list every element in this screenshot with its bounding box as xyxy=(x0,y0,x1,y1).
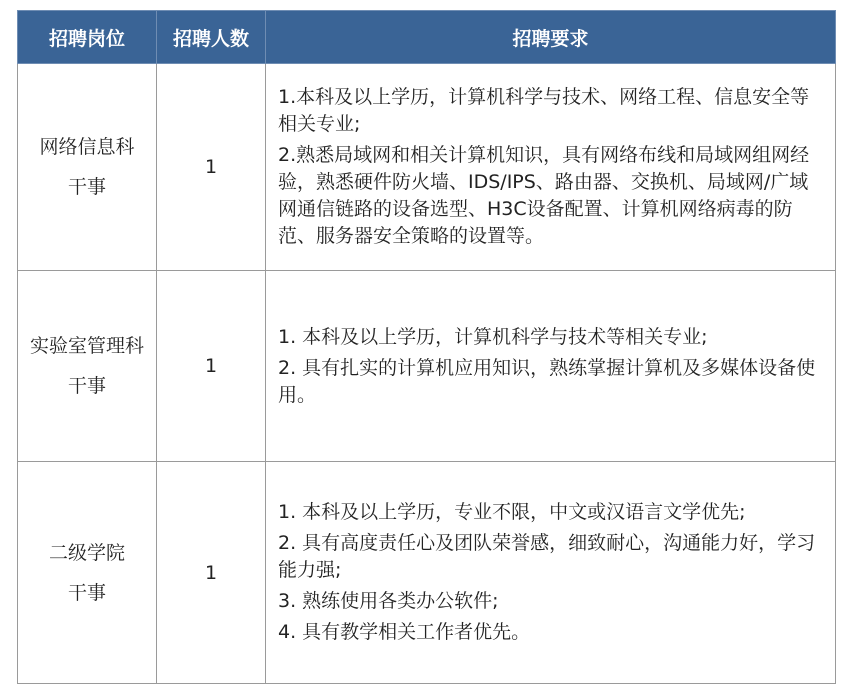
requirements-cell xyxy=(266,64,836,271)
position-cell xyxy=(18,462,157,684)
count-cell: 1 xyxy=(157,462,266,684)
requirement-item: 3. 熟练使用各类办公软件; xyxy=(278,590,499,612)
position-cell xyxy=(18,64,157,271)
count-cell: 1 xyxy=(157,271,266,462)
position-name: 二级学院 xyxy=(48,541,125,564)
position-role: 干事 xyxy=(67,176,106,198)
requirement-item: 1. 本科及以上学历，计算机科学与技术等相关专业; xyxy=(278,325,708,348)
position-name: 实验室管理科 xyxy=(29,335,144,357)
requirement-item: 2. 具有扎实的计算机应用知识，熟练掌握计算机及多媒体设备使用。 xyxy=(278,356,816,406)
table-row xyxy=(18,271,836,462)
header-position: 招聘岗位 xyxy=(18,11,157,64)
position-cell xyxy=(18,271,157,462)
requirement-item: 2. 具有高度责任心及团队荣誉感，细致耐心，沟通能力好，学习能力强; xyxy=(278,532,816,581)
requirement-item: 1. 本科及以上学历，专业不限，中文或汉语言文学优先; xyxy=(278,501,746,523)
requirement-item: 4. 具有教学相关工作者优先。 xyxy=(278,621,531,643)
requirement-item: 1.本科及以上学历，计算机科学与技术、网络工程、信息安全等相关专业; xyxy=(278,86,810,135)
requirements-cell xyxy=(266,462,836,684)
header-count: 招聘人数 xyxy=(157,11,266,64)
position-name: 网络信息科 xyxy=(39,136,135,158)
table-row xyxy=(18,462,836,684)
requirement-item: 2.熟悉局域网和相关计算机知识，具有网络布线和局域网组网经验，熟悉硬件防火墙、IDS/IPS、路由器、交换机、局域网/广域网通信链路的设备选型、H3C设备配置、计算机网络病毒的防范、服务器安全策略的设置等。 xyxy=(278,144,810,247)
count-cell: 1 xyxy=(157,64,266,271)
position-role: 干事 xyxy=(67,375,106,397)
recruitment-table xyxy=(17,10,836,684)
header-row xyxy=(18,11,836,64)
table-row xyxy=(18,64,836,271)
position-role: 干事 xyxy=(67,581,106,604)
requirements-cell xyxy=(266,271,836,462)
header-requirements: 招聘要求 xyxy=(266,11,836,64)
